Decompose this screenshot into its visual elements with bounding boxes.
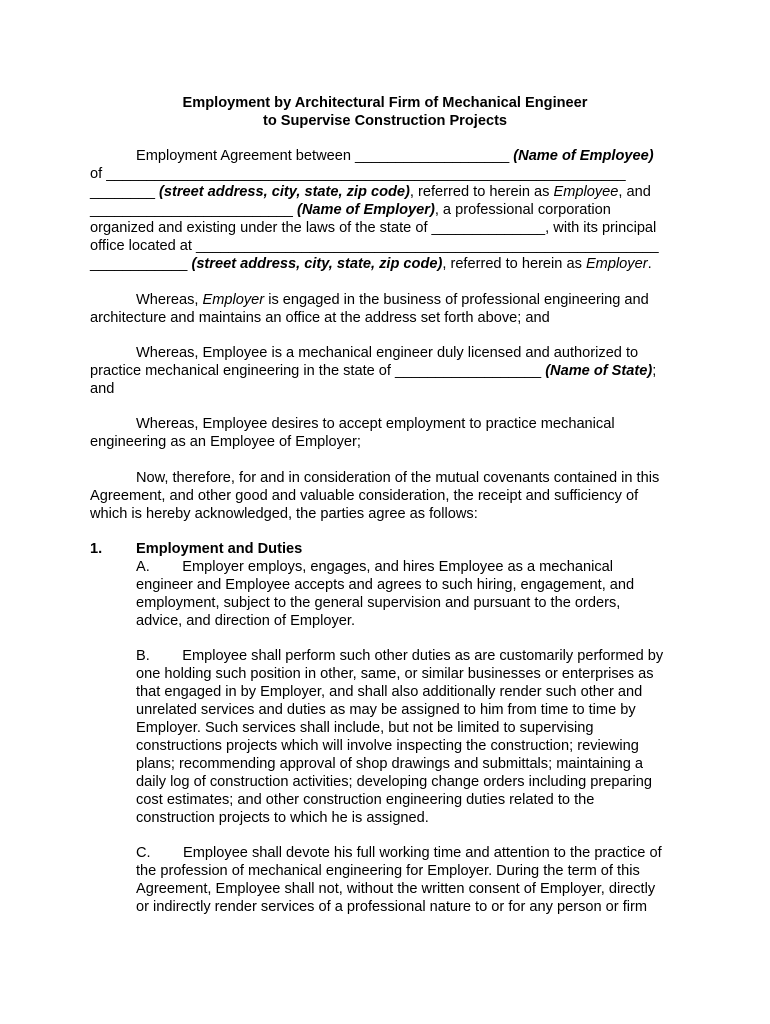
section-heading: Employment and Duties bbox=[136, 541, 303, 557]
state-name-label: (Name of State) bbox=[545, 363, 653, 379]
section-number: 1. bbox=[90, 541, 103, 557]
intro-text: , referred to herein as bbox=[409, 184, 554, 200]
clause-a-line: engineer and Employee accepts and agrees to such hiring, engagement, and bbox=[136, 577, 635, 593]
clause-c-line: or indirectly render services of a professional nature to or for any person or firm bbox=[136, 899, 648, 915]
paragraph-line bbox=[136, 291, 649, 309]
paragraph-line: Whereas, Employee is a mechanical engineer duly licensed and authorized to bbox=[136, 345, 639, 361]
intro-line: office located at _________________________________________________________ bbox=[90, 238, 659, 254]
clause-b-line: daily log of construction activities; developing change orders including preparing bbox=[136, 774, 652, 790]
clause-a-line: A. Employer employs, engages, and hires Employee as a mechanical bbox=[136, 559, 613, 575]
clause-b-line: one holding such position in other, same, or similar businesses or enterprises as bbox=[136, 666, 654, 682]
paragraph-text: Whereas, bbox=[136, 292, 203, 308]
clause-a-line: employment, subject to the general supervision and pursuant to the orders, bbox=[136, 595, 621, 611]
clause-c-line: Agreement, Employee shall not, without the written consent of Employer, directly bbox=[136, 881, 656, 897]
clause-b-line: unrelated services and duties as may be assigned to him from time to time by bbox=[136, 702, 636, 718]
employer-term: Employer bbox=[202, 292, 265, 308]
employee-name-label: (Name of Employee) bbox=[513, 148, 654, 164]
employer-name-label: (Name of Employer) bbox=[296, 202, 435, 218]
clause-c-line: C. Employee shall devote his full working time and attention to the practice of bbox=[136, 845, 662, 861]
clause-b-line: construction projects to which he is assigned. bbox=[136, 810, 429, 826]
address-label: (street address, city, state, zip code) bbox=[159, 184, 410, 200]
clause-b-line: constructions projects which will involve inspecting the construction; reviewing bbox=[136, 738, 639, 754]
clause-b-line: B. Employee shall perform such other duties as are customarily performed by bbox=[136, 648, 664, 664]
paragraph-line bbox=[90, 362, 656, 380]
paragraph-text: is engaged in the business of professional engineering and bbox=[264, 292, 649, 308]
intro-text: , and bbox=[618, 184, 651, 200]
clause-b-line: plans; recommending approval of shop drawings and submittals; maintaining a bbox=[136, 756, 644, 772]
clause-b-line: Employer. Such services shall include, but not be limited to supervising bbox=[136, 720, 594, 736]
intro-line bbox=[90, 255, 652, 273]
paragraph-line: engineering as an Employee of Employer; bbox=[90, 434, 361, 450]
intro-line bbox=[90, 201, 611, 219]
intro-line: organized and existing under the laws of the state of ______________, with its principal bbox=[90, 220, 657, 236]
intro-line bbox=[136, 147, 654, 165]
clause-c-line: the profession of mechanical engineering for Employer. During the term of this bbox=[136, 863, 640, 879]
paragraph-line: Agreement, and other good and valuable consideration, the receipt and sufficiency of bbox=[90, 488, 639, 504]
paragraph-text: ; bbox=[652, 363, 657, 379]
intro-line bbox=[90, 183, 651, 201]
clause-b-line: that engaged in by Employer, and shall also additionally render such other and bbox=[136, 684, 643, 700]
intro-text: , a professional corporation bbox=[434, 202, 611, 218]
intro-text: ____________ bbox=[90, 256, 192, 272]
paragraph-line: Now, therefore, for and in consideration of the mutual covenants contained in this bbox=[136, 470, 660, 486]
intro-text: _________________________ bbox=[90, 202, 297, 218]
paragraph-line: which is hereby acknowledged, the parties agree as follows: bbox=[90, 506, 478, 522]
paragraph-line: and bbox=[90, 381, 115, 397]
intro-text: , referred to herein as bbox=[442, 256, 586, 272]
clause-a-line: advice, and direction of Employer. bbox=[136, 613, 356, 629]
paragraph-line: Whereas, Employee desires to accept employment to practice mechanical bbox=[136, 416, 615, 432]
intro-line: of ________________________________________________________________ bbox=[90, 166, 626, 182]
intro-text: ________ bbox=[90, 184, 159, 200]
clause-b-line: cost estimates; and other construction engineering duties related to the bbox=[136, 792, 595, 808]
paragraph-text: practice mechanical engineering in the state of __________________ bbox=[90, 363, 546, 379]
intro-text: . bbox=[647, 256, 652, 272]
employee-term: Employee bbox=[553, 184, 619, 200]
employer-term: Employer bbox=[585, 256, 648, 272]
intro-text: Employment Agreement between ___________________ bbox=[136, 148, 514, 164]
document-title-line-1: Employment by Architectural Firm of Mechanical Engineer bbox=[182, 95, 588, 111]
document-title-line-2: to Supervise Construction Projects bbox=[262, 113, 508, 129]
paragraph-line: architecture and maintains an office at the address set forth above; and bbox=[90, 310, 550, 326]
address-label: (street address, city, state, zip code) bbox=[191, 256, 443, 272]
